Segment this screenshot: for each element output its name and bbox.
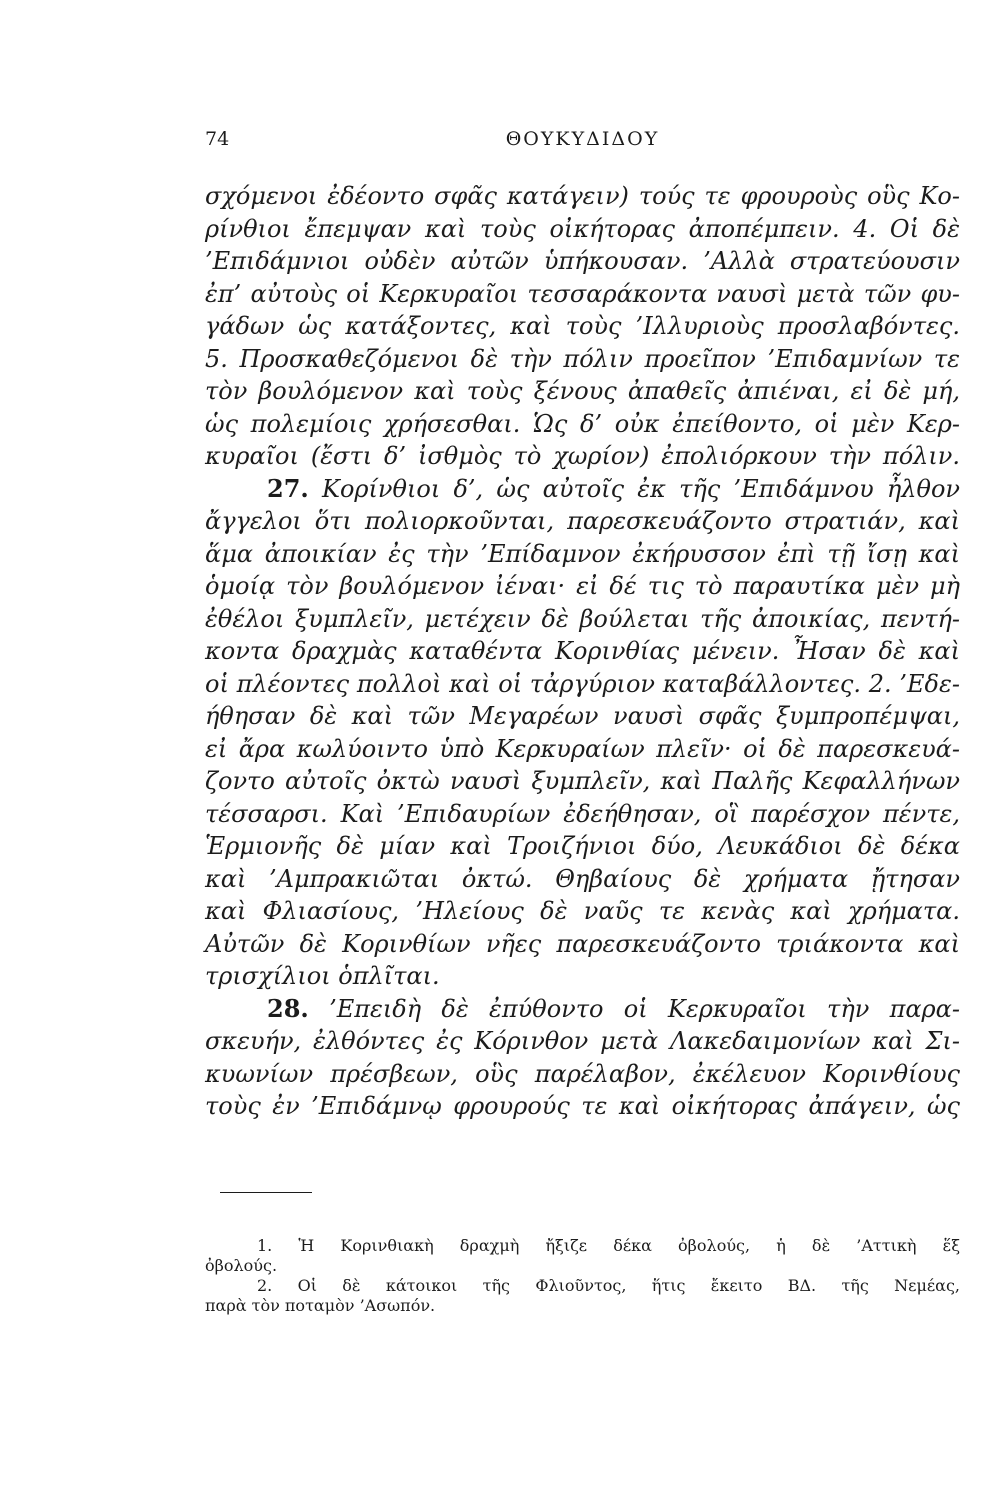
text-line: ὡς πολεμίοις χρήσεσθαι. Ὡς δ’ οὐκ ἐπείθοντο, οἱ μὲν Κερ- (205, 409, 960, 438)
text-line: οἱ πλέοντες πολλοὶ καὶ οἱ τἀργύριον καταβάλλοντες. 2. ’Εδε- (205, 669, 960, 698)
page-header (205, 128, 960, 158)
text-line: γάδων ὡς κατάξοντες, καὶ τοὺς ’Ιλλυριοὺς προσλαβόντες. (205, 312, 960, 340)
text-line: κυραῖοι (ἔστι δ’ ἰσθμὸς τὸ χωρίον) ἐπολιόρκουν τὴν πόλιν. (205, 442, 960, 470)
text-line: ήθησαν δὲ καὶ τῶν Μεγαρέων ναυσὶ σφᾶς ξυμπροπέμψαι, (205, 702, 960, 730)
text-line: εἰ ἄρα κωλύοιντο ὑπὸ Κερκυραίων πλεῖν· οἱ δὲ παρεσκευά- (205, 734, 960, 763)
text-line: σκευήν, ἐλθόντες ἐς Κόρινθον μετὰ Λακεδαιμονίων καὶ Σι- (205, 1027, 960, 1055)
text-line: σχόμενοι ἐδέοντο σφᾶς κατάγειν) τούς τε φρουροὺς οὓς Κο- (205, 182, 960, 210)
text-line: ἅμα ἀποικίαν ἐς τὴν ’Επίδαμνον ἐκήρυσσον ἐπὶ τῇ ἴσῃ καὶ (205, 539, 960, 568)
footnote-1 (205, 1236, 960, 1276)
footnote-separator (220, 1192, 312, 1193)
text-line: 5. Προσκαθεζόμενοι δὲ τὴν πόλιν προεῖπον ’Επιδαμνίων τε (205, 344, 960, 373)
text-line: τοὺς ἐν ’Επιδάμνῳ φρουρούς τε καὶ οἰκήτορας ἀπάγειν, ὡς (205, 1092, 960, 1120)
text-line: τέσσαρσι. Καὶ ’Επιδαυρίων ἐδεήθησαν, οἳ παρέσχον πέντε, (205, 799, 960, 828)
text-line: Κορίνθιοι δ’, ὡς αὐτοῖς ἐκ τῆς ’Επιδάμνου ἦλθον (322, 474, 960, 503)
text-line: ἄγγελοι ὅτι πολιορκοῦνται, παρεσκευάζοντο στρατιάν, καὶ (205, 507, 960, 535)
page-number: 74 (205, 128, 230, 150)
chapter-27-line (205, 473, 960, 506)
main-text (205, 180, 960, 1123)
text-line: Ἑρμιονῆς δὲ μίαν καὶ Τροιζήνιοι δύο, Λευκάδιοι δὲ δέκα (205, 832, 960, 860)
chapter-number-28: 28. (267, 993, 309, 1023)
text-line: ἐθέλοι ξυμπλεῖν, μετέχειν δὲ βούλεται τῆς ἀποικίας, πεντή- (205, 604, 960, 633)
footnotes (205, 1236, 960, 1316)
text-line: καὶ Φλιασίους, ’Ηλείους δὲ ναῦς τε κενὰς καὶ χρήματα. (205, 897, 960, 925)
footnote-2 (205, 1276, 960, 1316)
text-line: τὸν βουλόμενον καὶ τοὺς ξένους ἀπαθεῖς ἀπιέναι, εἰ δὲ μή, (205, 377, 960, 405)
chapter-28-line (205, 993, 960, 1026)
chapter-number-27: 27. (267, 473, 309, 503)
text-line: κοντα δραχμὰς καταθέντα Κορινθίας μένειν. Ἦσαν δὲ καὶ (205, 637, 960, 665)
running-title: ΘΟΥΚΥΔΙΔΟΥ (505, 128, 660, 150)
text-line: ’Επειδὴ δὲ ἐπύθοντο οἱ Κερκυραῖοι τὴν παρα- (329, 994, 960, 1023)
text-line: ’Επιδάμνιοι οὐδὲν αὐτῶν ὑπήκουσαν. ’Αλλὰ στρατεύουσιν (205, 247, 960, 275)
text-line: τρισχίλιοι ὁπλῖται. (205, 962, 440, 990)
footnote-line: 1. Ἡ Κορινθιακὴ δραχμὴ ἤξιζε δέκα ὀβολούς, ἡ δὲ ’Αττικὴ ἕξ (257, 1236, 960, 1255)
text-line: ἐπ’ αὐτοὺς οἱ Κερκυραῖοι τεσσαράκοντα ναυσὶ μετὰ τῶν φυ- (205, 279, 960, 308)
text-line: ὁμοίᾳ τὸν βουλόμενον ἰέναι· εἰ δέ τις τὸ παραυτίκα μὲν μὴ (205, 572, 960, 600)
text-line: ζοντο αὐτοῖς ὀκτὼ ναυσὶ ξυμπλεῖν, καὶ Παλῆς Κεφαλλήνων (205, 767, 960, 795)
footnote-line: 2. Οἱ δὲ κάτοικοι τῆς Φλιοῦντος, ἥτις ἔκειτο ΒΔ. τῆς Νεμέας, (257, 1276, 960, 1295)
footnote-line: ὀβολούς. (205, 1256, 278, 1275)
text-line: Αὐτῶν δὲ Κορινθίων νῆες παρεσκευάζοντο τριάκοντα καὶ (205, 929, 960, 958)
text-line: ρίνθιοι ἔπεμψαν καὶ τοὺς οἰκήτορας ἀποπέμπειν. 4. Οἱ δὲ (205, 214, 960, 243)
footnote-line: παρὰ τὸν ποταμὸν ’Ασωπόν. (205, 1296, 436, 1315)
text-line: κυωνίων πρέσβεων, οὓς παρέλαβον, ἐκέλευον Κορινθίους (205, 1059, 960, 1088)
text-line: καὶ ’Αμπρακιῶται ὀκτώ. Θηβαίους δὲ χρήματα ᾔτησαν (205, 864, 960, 893)
